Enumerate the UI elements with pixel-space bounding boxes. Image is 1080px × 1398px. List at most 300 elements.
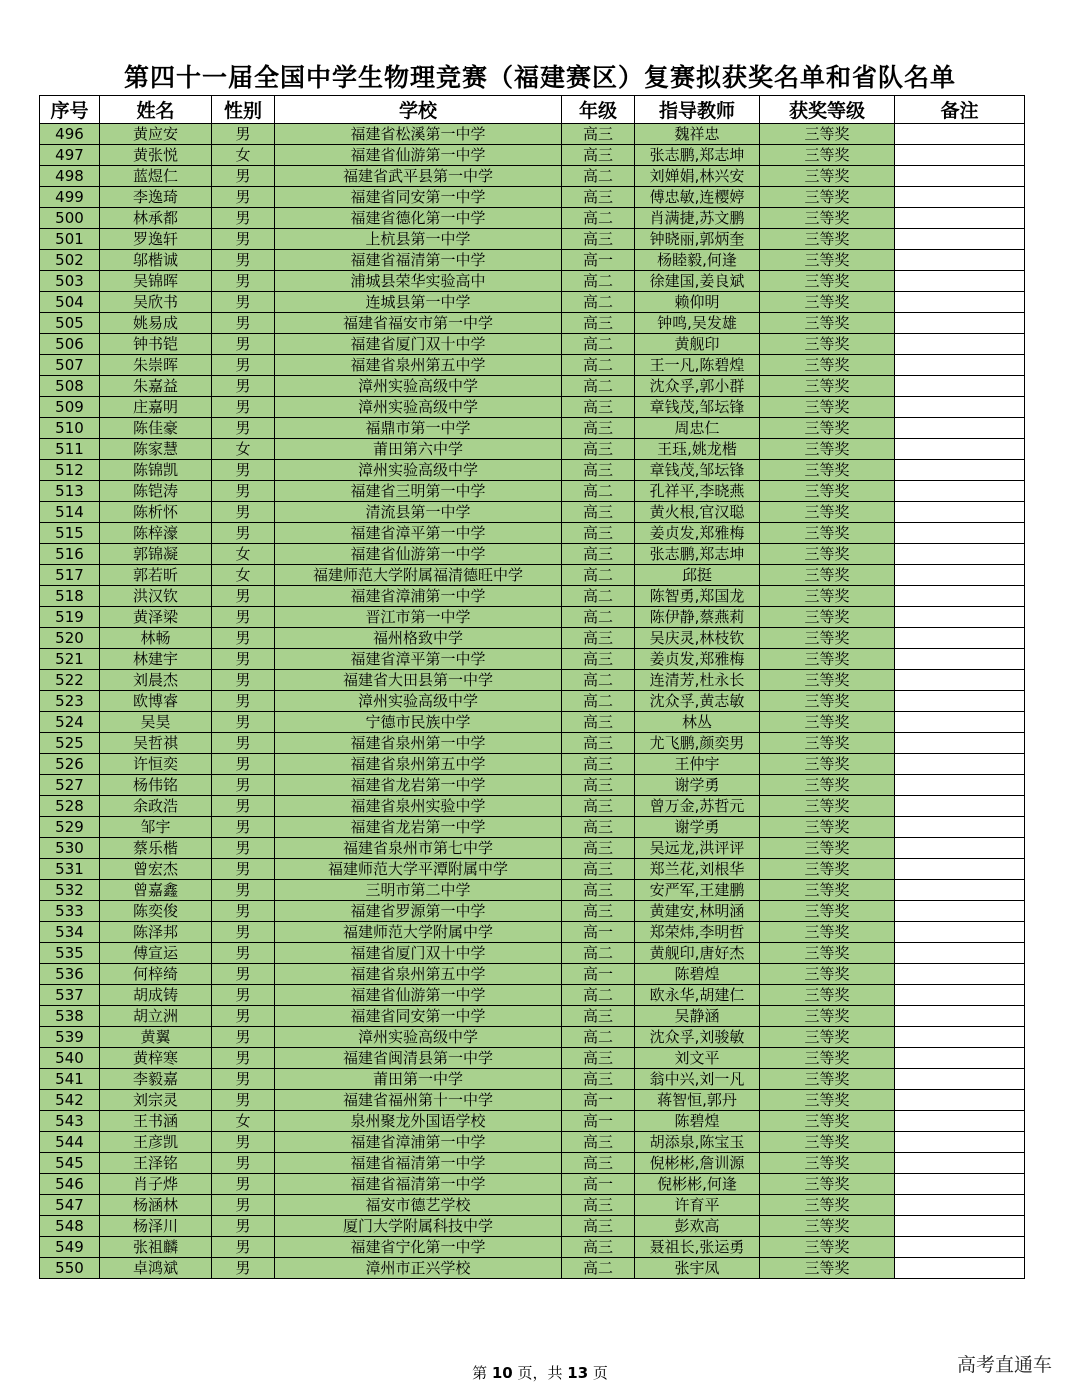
cell-grade: 高三	[562, 1216, 635, 1237]
cell-name: 郭若昕	[100, 565, 212, 586]
cell-teacher: 聂祖长,张运勇	[635, 1237, 760, 1258]
header-grade: 年级	[562, 96, 635, 124]
table-row	[40, 1111, 1025, 1132]
cell-name: 蓝煜仁	[100, 166, 212, 187]
cell-name: 杨泽川	[100, 1216, 212, 1237]
cell-school: 福建省漳平第一中学	[275, 649, 562, 670]
cell-index: 511	[40, 439, 100, 460]
cell-grade: 高二	[562, 985, 635, 1006]
cell-gender: 男	[212, 502, 275, 523]
cell-grade: 高三	[562, 733, 635, 754]
cell-note	[895, 355, 1025, 376]
cell-note	[895, 334, 1025, 355]
table-row	[40, 208, 1025, 229]
cell-award: 三等奖	[760, 166, 895, 187]
cell-index: 501	[40, 229, 100, 250]
cell-grade: 高二	[562, 481, 635, 502]
cell-gender: 男	[212, 1006, 275, 1027]
cell-teacher: 钟鸣,吴发雄	[635, 313, 760, 334]
cell-gender: 男	[212, 1216, 275, 1237]
cell-school: 福建省厦门双十中学	[275, 943, 562, 964]
cell-grade: 高三	[562, 439, 635, 460]
cell-school: 三明市第二中学	[275, 880, 562, 901]
cell-teacher: 连清芳,杜永长	[635, 670, 760, 691]
cell-gender: 女	[212, 1111, 275, 1132]
cell-teacher: 黄舰印	[635, 334, 760, 355]
cell-school: 连城县第一中学	[275, 292, 562, 313]
cell-name: 吴锦晖	[100, 271, 212, 292]
table-row	[40, 859, 1025, 880]
cell-note	[895, 1069, 1025, 1090]
cell-grade: 高三	[562, 880, 635, 901]
cell-name: 蔡乐楷	[100, 838, 212, 859]
cell-name: 王书涵	[100, 1111, 212, 1132]
table-row	[40, 1069, 1025, 1090]
cell-award: 三等奖	[760, 208, 895, 229]
cell-note	[895, 439, 1025, 460]
table-row	[40, 607, 1025, 628]
cell-grade: 高三	[562, 817, 635, 838]
cell-name: 姚易成	[100, 313, 212, 334]
cell-school: 福建省泉州市第七中学	[275, 838, 562, 859]
cell-name: 林畅	[100, 628, 212, 649]
cell-award: 三等奖	[760, 628, 895, 649]
footer-prefix: 第	[472, 1364, 492, 1382]
cell-gender: 男	[212, 397, 275, 418]
cell-award: 三等奖	[760, 1090, 895, 1111]
header-award: 获奖等级	[760, 96, 895, 124]
cell-note	[895, 271, 1025, 292]
cell-school: 福建省仙游第一中学	[275, 145, 562, 166]
cell-teacher: 陈碧煌	[635, 964, 760, 985]
cell-award: 三等奖	[760, 145, 895, 166]
cell-index: 512	[40, 460, 100, 481]
cell-note	[895, 1174, 1025, 1195]
cell-note	[895, 376, 1025, 397]
cell-note	[895, 817, 1025, 838]
cell-school: 福建省龙岩第一中学	[275, 817, 562, 838]
cell-note	[895, 775, 1025, 796]
cell-gender: 男	[212, 481, 275, 502]
cell-teacher: 郑荣炜,李明哲	[635, 922, 760, 943]
cell-gender: 男	[212, 523, 275, 544]
cell-grade: 高三	[562, 649, 635, 670]
cell-index: 515	[40, 523, 100, 544]
cell-note	[895, 124, 1025, 145]
table-row	[40, 985, 1025, 1006]
cell-teacher: 徐建国,姜良斌	[635, 271, 760, 292]
cell-note	[895, 1132, 1025, 1153]
cell-gender: 女	[212, 439, 275, 460]
table-row	[40, 544, 1025, 565]
cell-award: 三等奖	[760, 1153, 895, 1174]
cell-school: 福建省泉州第一中学	[275, 733, 562, 754]
cell-gender: 男	[212, 838, 275, 859]
cell-teacher: 蒋智恒,郭丹	[635, 1090, 760, 1111]
cell-grade: 高三	[562, 229, 635, 250]
cell-school: 福建省漳浦第一中学	[275, 586, 562, 607]
cell-award: 三等奖	[760, 313, 895, 334]
cell-school: 厦门大学附属科技中学	[275, 1216, 562, 1237]
cell-school: 福建省福清第一中学	[275, 1153, 562, 1174]
table-row	[40, 754, 1025, 775]
cell-index: 502	[40, 250, 100, 271]
cell-note	[895, 1258, 1025, 1279]
cell-index: 541	[40, 1069, 100, 1090]
cell-note	[895, 607, 1025, 628]
cell-note	[895, 313, 1025, 334]
header-name: 姓名	[100, 96, 212, 124]
cell-index: 530	[40, 838, 100, 859]
cell-name: 邬楷诚	[100, 250, 212, 271]
cell-note	[895, 1153, 1025, 1174]
cell-award: 三等奖	[760, 754, 895, 775]
cell-name: 余政浩	[100, 796, 212, 817]
cell-name: 何梓绮	[100, 964, 212, 985]
cell-note	[895, 1048, 1025, 1069]
cell-award: 三等奖	[760, 796, 895, 817]
cell-index: 549	[40, 1237, 100, 1258]
cell-name: 胡成铸	[100, 985, 212, 1006]
cell-grade: 高三	[562, 838, 635, 859]
cell-grade: 高二	[562, 565, 635, 586]
table-row	[40, 1195, 1025, 1216]
cell-gender: 女	[212, 565, 275, 586]
cell-teacher: 王珏,姚龙楷	[635, 439, 760, 460]
cell-grade: 高二	[562, 691, 635, 712]
cell-note	[895, 586, 1025, 607]
cell-school: 福鼎市第一中学	[275, 418, 562, 439]
cell-name: 曾嘉鑫	[100, 880, 212, 901]
cell-award: 三等奖	[760, 649, 895, 670]
table-row	[40, 124, 1025, 145]
cell-teacher: 刘文平	[635, 1048, 760, 1069]
cell-grade: 高三	[562, 502, 635, 523]
table-row	[40, 1258, 1025, 1279]
cell-grade: 高二	[562, 271, 635, 292]
cell-teacher: 赖仰明	[635, 292, 760, 313]
cell-school: 漳州市正兴学校	[275, 1258, 562, 1279]
cell-school: 福建省德化第一中学	[275, 208, 562, 229]
cell-index: 525	[40, 733, 100, 754]
cell-gender: 男	[212, 166, 275, 187]
cell-school: 福建师范大学平潭附属中学	[275, 859, 562, 880]
cell-grade: 高一	[562, 1174, 635, 1195]
cell-gender: 男	[212, 1090, 275, 1111]
cell-gender: 男	[212, 229, 275, 250]
cell-name: 杨涵林	[100, 1195, 212, 1216]
cell-index: 521	[40, 649, 100, 670]
cell-award: 三等奖	[760, 439, 895, 460]
cell-gender: 男	[212, 1069, 275, 1090]
cell-award: 三等奖	[760, 397, 895, 418]
cell-award: 三等奖	[760, 1132, 895, 1153]
cell-note	[895, 691, 1025, 712]
cell-school: 福建师范大学附属中学	[275, 922, 562, 943]
cell-name: 刘宗灵	[100, 1090, 212, 1111]
cell-note	[895, 1195, 1025, 1216]
cell-teacher: 尤飞鹏,颜奕男	[635, 733, 760, 754]
cell-gender: 男	[212, 1195, 275, 1216]
cell-teacher: 邱挺	[635, 565, 760, 586]
table-row	[40, 586, 1025, 607]
cell-name: 卓鸿斌	[100, 1258, 212, 1279]
cell-name: 王彦凯	[100, 1132, 212, 1153]
cell-teacher: 郑兰花,刘根华	[635, 859, 760, 880]
header-gender: 性别	[212, 96, 275, 124]
cell-teacher: 杨睦毅,何逢	[635, 250, 760, 271]
cell-index: 522	[40, 670, 100, 691]
cell-grade: 高三	[562, 1069, 635, 1090]
cell-gender: 男	[212, 271, 275, 292]
cell-award: 三等奖	[760, 1069, 895, 1090]
cell-name: 张祖麟	[100, 1237, 212, 1258]
cell-teacher: 傅忠敏,连樱婷	[635, 187, 760, 208]
cell-school: 福建省泉州第五中学	[275, 754, 562, 775]
cell-name: 王泽铭	[100, 1153, 212, 1174]
cell-index: 550	[40, 1258, 100, 1279]
cell-note	[895, 1237, 1025, 1258]
cell-index: 543	[40, 1111, 100, 1132]
table-row	[40, 460, 1025, 481]
cell-school: 福建省闽清县第一中学	[275, 1048, 562, 1069]
table-row	[40, 712, 1025, 733]
cell-school: 福建省同安第一中学	[275, 1006, 562, 1027]
cell-grade: 高三	[562, 397, 635, 418]
cell-award: 三等奖	[760, 544, 895, 565]
table-row	[40, 1090, 1025, 1111]
cell-school: 福建省罗源第一中学	[275, 901, 562, 922]
footer-page: 10	[491, 1364, 513, 1382]
cell-note	[895, 481, 1025, 502]
header-school: 学校	[275, 96, 562, 124]
cell-note	[895, 187, 1025, 208]
cell-gender: 男	[212, 733, 275, 754]
cell-name: 许恒奕	[100, 754, 212, 775]
cell-grade: 高三	[562, 124, 635, 145]
cell-school: 福建省松溪第一中学	[275, 124, 562, 145]
cell-note	[895, 1006, 1025, 1027]
cell-gender: 男	[212, 1132, 275, 1153]
cell-name: 陈梓濠	[100, 523, 212, 544]
cell-gender: 男	[212, 901, 275, 922]
cell-gender: 男	[212, 754, 275, 775]
cell-index: 517	[40, 565, 100, 586]
cell-teacher: 沈众孚,刘骏敏	[635, 1027, 760, 1048]
cell-name: 李毅嘉	[100, 1069, 212, 1090]
cell-note	[895, 901, 1025, 922]
cell-teacher: 陈碧煌	[635, 1111, 760, 1132]
cell-teacher: 魏祥忠	[635, 124, 760, 145]
cell-teacher: 胡添泉,陈宝玉	[635, 1132, 760, 1153]
cell-award: 三等奖	[760, 523, 895, 544]
cell-note	[895, 166, 1025, 187]
cell-teacher: 张宇凤	[635, 1258, 760, 1279]
cell-name: 黄翼	[100, 1027, 212, 1048]
cell-teacher: 周忠仁	[635, 418, 760, 439]
cell-name: 曾宏杰	[100, 859, 212, 880]
cell-teacher: 钟晓丽,郭炳奎	[635, 229, 760, 250]
cell-name: 吴欣书	[100, 292, 212, 313]
cell-index: 546	[40, 1174, 100, 1195]
cell-school: 莆田第六中学	[275, 439, 562, 460]
cell-school: 福建省漳浦第一中学	[275, 1132, 562, 1153]
cell-award: 三等奖	[760, 943, 895, 964]
cell-award: 三等奖	[760, 733, 895, 754]
cell-name: 朱嘉益	[100, 376, 212, 397]
cell-grade: 高三	[562, 1237, 635, 1258]
cell-award: 三等奖	[760, 502, 895, 523]
table-row	[40, 229, 1025, 250]
cell-note	[895, 628, 1025, 649]
cell-name: 陈家慧	[100, 439, 212, 460]
cell-school: 福建省泉州第五中学	[275, 355, 562, 376]
cell-index: 505	[40, 313, 100, 334]
cell-teacher: 沈众孚,郭小群	[635, 376, 760, 397]
table-row	[40, 628, 1025, 649]
cell-grade: 高三	[562, 775, 635, 796]
cell-note	[895, 754, 1025, 775]
cell-gender: 男	[212, 313, 275, 334]
cell-note	[895, 229, 1025, 250]
table-row	[40, 523, 1025, 544]
cell-gender: 男	[212, 187, 275, 208]
cell-gender: 男	[212, 775, 275, 796]
cell-award: 三等奖	[760, 880, 895, 901]
table-row	[40, 1132, 1025, 1153]
cell-grade: 高三	[562, 1195, 635, 1216]
cell-index: 508	[40, 376, 100, 397]
cell-index: 528	[40, 796, 100, 817]
cell-index: 533	[40, 901, 100, 922]
cell-grade: 高三	[562, 187, 635, 208]
table-row	[40, 1006, 1025, 1027]
cell-teacher: 彭欢高	[635, 1216, 760, 1237]
header-index: 序号	[40, 96, 100, 124]
cell-index: 518	[40, 586, 100, 607]
award-table	[39, 95, 1025, 1279]
cell-teacher: 安严军,王建鹏	[635, 880, 760, 901]
cell-award: 三等奖	[760, 250, 895, 271]
cell-school: 福建省福州第十一中学	[275, 1090, 562, 1111]
cell-index: 507	[40, 355, 100, 376]
cell-index: 532	[40, 880, 100, 901]
cell-school: 福建省福安市第一中学	[275, 313, 562, 334]
cell-award: 三等奖	[760, 859, 895, 880]
cell-award: 三等奖	[760, 229, 895, 250]
cell-grade: 高二	[562, 292, 635, 313]
cell-index: 537	[40, 985, 100, 1006]
cell-teacher: 吴静涵	[635, 1006, 760, 1027]
cell-award: 三等奖	[760, 1048, 895, 1069]
cell-grade: 高三	[562, 1006, 635, 1027]
cell-grade: 高一	[562, 1090, 635, 1111]
cell-award: 三等奖	[760, 691, 895, 712]
cell-name: 陈泽邦	[100, 922, 212, 943]
cell-index: 498	[40, 166, 100, 187]
table-row	[40, 271, 1025, 292]
cell-award: 三等奖	[760, 418, 895, 439]
cell-index: 534	[40, 922, 100, 943]
cell-name: 邹宇	[100, 817, 212, 838]
table-row	[40, 733, 1025, 754]
cell-school: 漳州实验高级中学	[275, 376, 562, 397]
cell-school: 福建省漳平第一中学	[275, 523, 562, 544]
cell-grade: 高三	[562, 859, 635, 880]
cell-award: 三等奖	[760, 187, 895, 208]
cell-grade: 高三	[562, 1153, 635, 1174]
cell-name: 黄应安	[100, 124, 212, 145]
cell-index: 510	[40, 418, 100, 439]
cell-teacher: 孔祥平,李晓燕	[635, 481, 760, 502]
cell-award: 三等奖	[760, 1111, 895, 1132]
cell-gender: 男	[212, 649, 275, 670]
cell-note	[895, 292, 1025, 313]
cell-index: 503	[40, 271, 100, 292]
cell-grade: 高三	[562, 712, 635, 733]
table-row	[40, 292, 1025, 313]
cell-note	[895, 1090, 1025, 1111]
cell-grade: 高三	[562, 145, 635, 166]
cell-teacher: 倪彬彬,何逢	[635, 1174, 760, 1195]
cell-index: 513	[40, 481, 100, 502]
cell-school: 漳州实验高级中学	[275, 691, 562, 712]
cell-award: 三等奖	[760, 1258, 895, 1279]
cell-name: 傅宣运	[100, 943, 212, 964]
cell-gender: 男	[212, 670, 275, 691]
cell-school: 福建省厦门双十中学	[275, 334, 562, 355]
cell-teacher: 倪彬彬,詹训源	[635, 1153, 760, 1174]
cell-grade: 高三	[562, 544, 635, 565]
table-row	[40, 1174, 1025, 1195]
cell-index: 504	[40, 292, 100, 313]
table-row	[40, 418, 1025, 439]
table-row	[40, 334, 1025, 355]
cell-index: 514	[40, 502, 100, 523]
cell-grade: 高三	[562, 313, 635, 334]
cell-index: 531	[40, 859, 100, 880]
cell-award: 三等奖	[760, 565, 895, 586]
cell-note	[895, 145, 1025, 166]
cell-name: 林建宇	[100, 649, 212, 670]
cell-gender: 男	[212, 250, 275, 271]
page-footer	[0, 1362, 1080, 1383]
table-row	[40, 1216, 1025, 1237]
cell-school: 福建省仙游第一中学	[275, 544, 562, 565]
cell-award: 三等奖	[760, 922, 895, 943]
cell-school: 福建省龙岩第一中学	[275, 775, 562, 796]
cell-award: 三等奖	[760, 1195, 895, 1216]
cell-note	[895, 922, 1025, 943]
cell-note	[895, 544, 1025, 565]
cell-award: 三等奖	[760, 1174, 895, 1195]
cell-award: 三等奖	[760, 985, 895, 1006]
cell-index: 544	[40, 1132, 100, 1153]
cell-index: 536	[40, 964, 100, 985]
table-row	[40, 1048, 1025, 1069]
cell-award: 三等奖	[760, 292, 895, 313]
table-row	[40, 1027, 1025, 1048]
cell-school: 晋江市第一中学	[275, 607, 562, 628]
cell-grade: 高三	[562, 901, 635, 922]
cell-gender: 男	[212, 880, 275, 901]
cell-index: 496	[40, 124, 100, 145]
cell-teacher: 刘婵娟,林兴安	[635, 166, 760, 187]
table-row	[40, 691, 1025, 712]
cell-grade: 高二	[562, 208, 635, 229]
footer-total: 13	[567, 1364, 589, 1382]
table-row	[40, 796, 1025, 817]
